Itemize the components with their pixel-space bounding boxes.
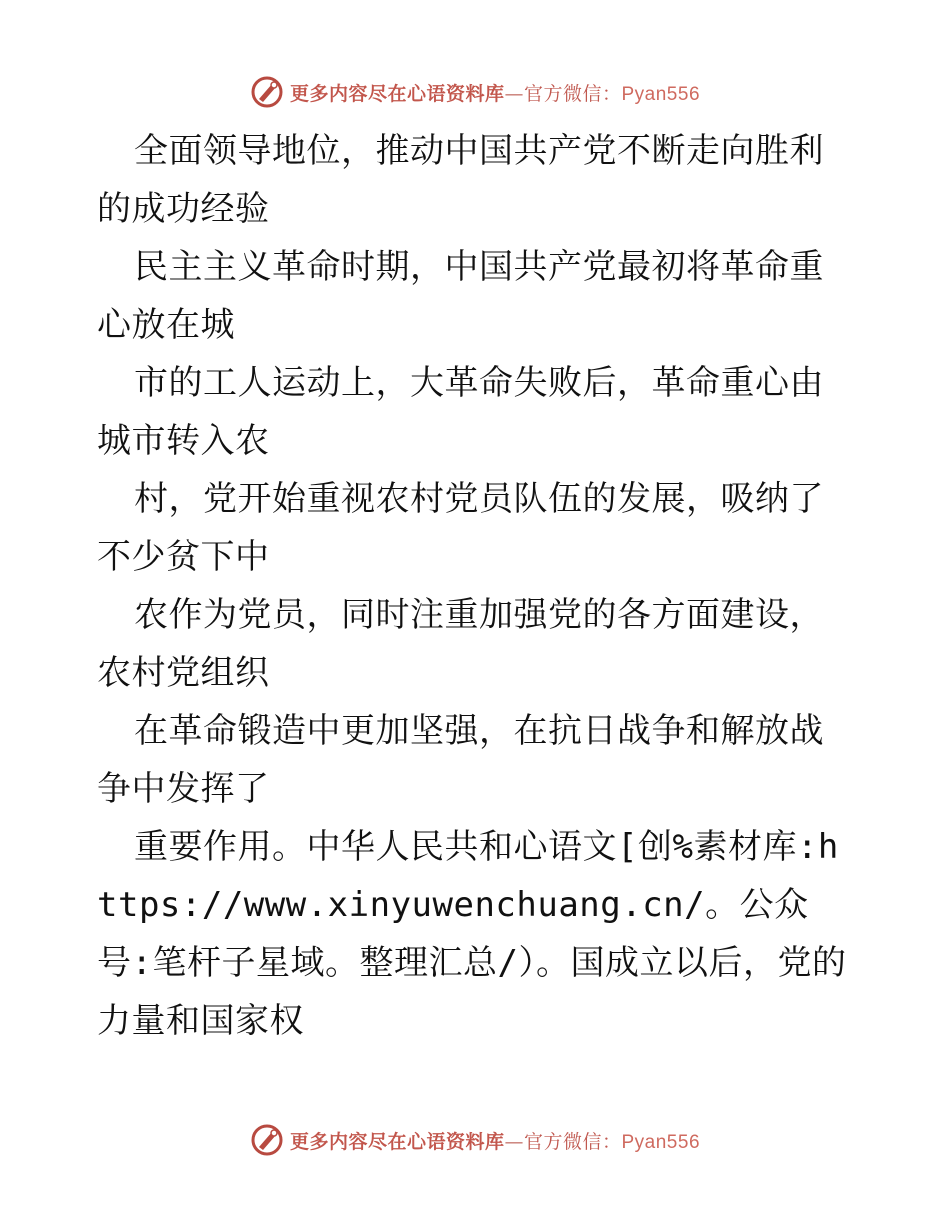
paragraph: 在革命锻造中更加坚强，在抗日战争和解放战争中发挥了 [97,711,824,809]
brand-logo-icon [250,1123,284,1157]
watermark-separator: — [504,1130,524,1153]
watermark-wechat-id: Pyan556 [621,1131,701,1153]
paragraph: 村，党开始重视农村党员队伍的发展，吸纳了不少贫下中 [97,479,824,577]
watermark-text [290,79,700,106]
brand-logo-icon [250,75,284,109]
watermark-brand: 更多内容尽在心语资料库 [289,1130,505,1153]
footer-watermark [0,1120,950,1160]
paragraph: 重要作用。中华人民共和心语文[创%素材库:https://www.xinyuwenchuang.cn/。公众号:笔杆子星域。整理汇总/）。国成立以后，党的力量和国家权 [97,827,847,1041]
watermark-text [290,1127,700,1154]
watermark-label: 官方微信： [523,1130,622,1153]
paragraph: 全面领导地位，推动中国共产党不断走向胜利的成功经验 [97,131,824,229]
paragraph: 农作为党员，同时注重加强党的各方面建设，农村党组织 [97,595,824,693]
document-body [97,122,857,1050]
paragraph: 民主主义革命时期，中国共产党最初将革命重心放在城 [97,247,824,345]
header-watermark [0,72,950,112]
watermark-brand: 更多内容尽在心语资料库 [289,82,505,105]
watermark-wechat-id: Pyan556 [621,83,701,105]
watermark-separator: — [504,82,524,105]
watermark-label: 官方微信： [523,82,622,105]
paragraph: 市的工人运动上，大革命失败后，革命重心由城市转入农 [97,363,824,461]
